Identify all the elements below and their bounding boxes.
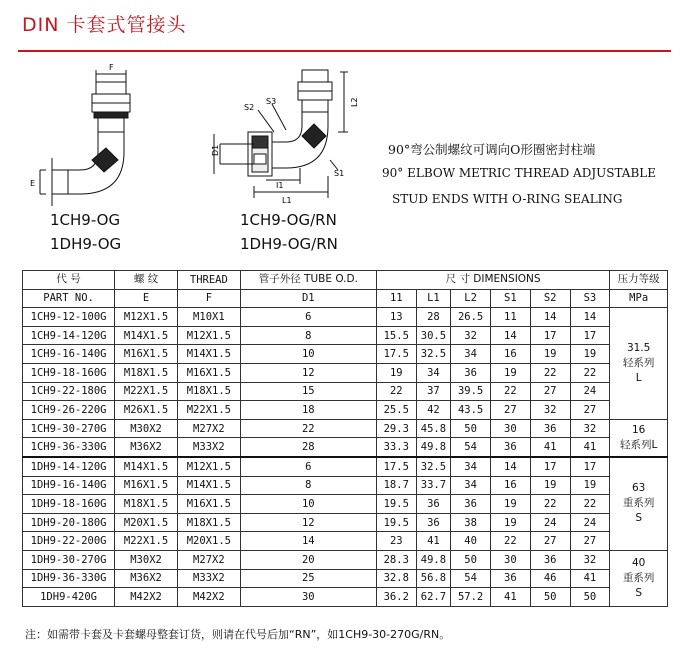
table-cell-l2: 43.5: [451, 401, 491, 420]
table-cell-f: M27X2: [177, 550, 240, 569]
table-cell-part: 1CH9-14-120G: [23, 326, 115, 345]
table-cell-l1: 36: [416, 513, 451, 532]
table-cell-e: M22X1.5: [115, 382, 178, 401]
pressure-class-line: 轻系列L: [619, 438, 658, 451]
dim-label-d1: D1: [211, 144, 220, 156]
table-cell-s2: 24: [530, 513, 570, 532]
table-cell-l1s: 29.3: [376, 419, 416, 438]
table-cell-f: M33X2: [177, 438, 240, 457]
table-cell-s2: 17: [530, 326, 570, 345]
table-row: [23, 588, 668, 607]
table-cell-l1s: 15.5: [376, 326, 416, 345]
table-cell-l1s: 19.5: [376, 495, 416, 514]
col-header-thread-en: THREAD: [177, 271, 240, 290]
table-cell-e: M12X1.5: [115, 308, 178, 327]
footnote: 注：如需带卡套及卡套螺母整套订货，则请在代号后加“RN”，如1CH9-30-270G/RN。: [25, 628, 451, 641]
table-cell-s1: 36: [490, 438, 530, 457]
table-cell-s2: 27: [530, 532, 570, 551]
table-cell-l1: 49.8: [416, 550, 451, 569]
table-cell-l1s: 32.8: [376, 569, 416, 588]
table-cell-f: M14X1.5: [177, 345, 240, 364]
table-cell-s1: 11: [490, 308, 530, 327]
col-header-thread-cn: 螺 纹: [115, 271, 178, 290]
table-cell-s1: 16: [490, 476, 530, 495]
table-cell-s3: 19: [570, 345, 610, 364]
table-cell-d1: 18: [240, 401, 376, 420]
table-cell-l1s: 17.5: [376, 457, 416, 476]
table-cell-l1s: 36.2: [376, 588, 416, 607]
col-header-code: 代 号: [23, 271, 115, 290]
table-cell-part: 1DH9-22-200G: [23, 532, 115, 551]
table-cell-s1: 22: [490, 382, 530, 401]
table-cell-l1s: 28.3: [376, 550, 416, 569]
table-cell-d1: 20: [240, 550, 376, 569]
table-cell-s3: 50: [570, 588, 610, 607]
table-cell-l1: 34: [416, 363, 451, 382]
col-header-s2: S2: [530, 289, 570, 308]
col-header-e: E: [115, 289, 178, 308]
table-cell-s2: 36: [530, 419, 570, 438]
table-cell-e: M42X2: [115, 588, 178, 607]
table-cell-l1s: 25.5: [376, 401, 416, 420]
dim-label-s1: S1: [334, 169, 345, 178]
table-cell-l2: 34: [451, 457, 491, 476]
table-cell-l1: 45.8: [416, 419, 451, 438]
table-cell-s3: 32: [570, 419, 610, 438]
table-cell-l2: 40: [451, 532, 491, 551]
table-cell-s2: 22: [530, 363, 570, 382]
pressure-class-line: S: [635, 512, 642, 525]
table-cell-s3: 17: [570, 326, 610, 345]
table-cell-d1: 8: [240, 476, 376, 495]
table-cell-l1: 49.8: [416, 438, 451, 457]
table-cell-l2: 50: [451, 550, 491, 569]
table-cell-s2: 41: [530, 438, 570, 457]
table-cell-f: M14X1.5: [177, 476, 240, 495]
table-row: [23, 308, 668, 327]
table-cell-l1: 37: [416, 382, 451, 401]
table-row: [23, 513, 668, 532]
table-cell-s1: 30: [490, 419, 530, 438]
table-row: [23, 532, 668, 551]
table-cell-l1: 32.5: [416, 345, 451, 364]
table-cell-s2: 27: [530, 382, 570, 401]
table-cell-s1: 19: [490, 495, 530, 514]
table-cell-l1: 62.7: [416, 588, 451, 607]
table-cell-s1: 19: [490, 363, 530, 382]
table-cell-l1s: 18.7: [376, 476, 416, 495]
table-cell-s2: 50: [530, 588, 570, 607]
model-name: 1DH9-OG/RN: [240, 235, 338, 253]
table-cell-s3: 27: [570, 532, 610, 551]
elbow-fitting-drawing-left: [22, 60, 172, 210]
table-cell-l2: 50: [451, 419, 491, 438]
table-cell-s3: 22: [570, 495, 610, 514]
col-header-mpa: MPa: [610, 289, 668, 308]
table-cell-f: M18X1.5: [177, 513, 240, 532]
table-cell-l2: 36: [451, 363, 491, 382]
table-cell-s2: 19: [530, 345, 570, 364]
table-cell-part: 1DH9-420G: [23, 588, 115, 607]
spec-table: [22, 270, 668, 607]
table-cell-l2: 26.5: [451, 308, 491, 327]
table-cell-l2: 54: [451, 438, 491, 457]
table-cell-l2: 54: [451, 569, 491, 588]
table-cell-f: M20X1.5: [177, 532, 240, 551]
dim-label-f: F: [109, 63, 114, 72]
table-row: [23, 382, 668, 401]
table-cell-part: 1DH9-36-330G: [23, 569, 115, 588]
table-cell-s3: 24: [570, 513, 610, 532]
table-cell-d1: 28: [240, 438, 376, 457]
table-cell-s3: 27: [570, 401, 610, 420]
table-cell-l2: 38: [451, 513, 491, 532]
table-row: [23, 495, 668, 514]
table-cell-l2: 39.5: [451, 382, 491, 401]
table-cell-l1: 36: [416, 495, 451, 514]
dim-label-l1: L1: [282, 196, 292, 205]
table-cell-l1s: 22: [376, 382, 416, 401]
table-row: [23, 419, 668, 438]
dim-label-e: E: [30, 179, 36, 188]
model-names-right: [240, 208, 338, 256]
table-cell-s3: 24: [570, 382, 610, 401]
table-cell-f: M10X1: [177, 308, 240, 327]
table-row: [23, 345, 668, 364]
table-cell-f: M12X1.5: [177, 326, 240, 345]
table-cell-s3: 22: [570, 363, 610, 382]
col-header-pressure: 压力等级: [610, 271, 668, 290]
table-cell-d1: 6: [240, 308, 376, 327]
table-cell-d1: 8: [240, 326, 376, 345]
table-cell-e: M36X2: [115, 438, 178, 457]
table-cell-l1: 42: [416, 401, 451, 420]
table-cell-s1: 36: [490, 569, 530, 588]
table-cell-l2: 57.2: [451, 588, 491, 607]
col-header-s3: S3: [570, 289, 610, 308]
table-cell-l1s: 13: [376, 308, 416, 327]
elbow-fitting-drawing-right: [210, 60, 370, 210]
table-cell-e: M30X2: [115, 419, 178, 438]
table-cell-l1s: 17.5: [376, 345, 416, 364]
dim-label-s3: S3: [266, 97, 277, 106]
model-names-left: [50, 208, 121, 256]
table-cell-s2: 22: [530, 495, 570, 514]
table-cell-e: M30X2: [115, 550, 178, 569]
table-cell-l1: 32.5: [416, 457, 451, 476]
table-cell-e: M16X1.5: [115, 345, 178, 364]
table-cell-l1: 30.5: [416, 326, 451, 345]
table-cell-f: M16X1.5: [177, 495, 240, 514]
table-cell-f: M16X1.5: [177, 363, 240, 382]
table-cell-part: 1DH9-16-140G: [23, 476, 115, 495]
table-cell-s2: 17: [530, 457, 570, 476]
table-cell-s3: 19: [570, 476, 610, 495]
table-cell-s2: 46: [530, 569, 570, 588]
table-cell-s1: 19: [490, 513, 530, 532]
table-row: [23, 550, 668, 569]
table-cell-e: M36X2: [115, 569, 178, 588]
table-cell-e: M26X1.5: [115, 401, 178, 420]
col-header-d1: D1: [240, 289, 376, 308]
col-header-tube: 管子外径 TUBE O.D.: [240, 271, 376, 290]
table-cell-l2: 32: [451, 326, 491, 345]
table-row: [23, 438, 668, 457]
pressure-class-line: 16: [631, 423, 646, 436]
table-cell-part: 1CH9-30-270G: [23, 419, 115, 438]
table-cell-s3: 32: [570, 550, 610, 569]
table-cell-part: 1CH9-22-180G: [23, 382, 115, 401]
model-name: 1CH9-OG: [50, 211, 121, 229]
table-cell-d1: 14: [240, 532, 376, 551]
table-cell-e: M14X1.5: [115, 326, 178, 345]
table-cell-f: M33X2: [177, 569, 240, 588]
table-cell-l2: 34: [451, 476, 491, 495]
table-cell-s3: 41: [570, 438, 610, 457]
table-cell-l1: 41: [416, 532, 451, 551]
table-header-row-2: [23, 289, 668, 308]
table-cell-part: 1CH9-26-220G: [23, 401, 115, 420]
table-cell-l1s: 23: [376, 532, 416, 551]
table-row: [23, 569, 668, 588]
table-cell-s2: 36: [530, 550, 570, 569]
col-header-f: F: [177, 289, 240, 308]
table-cell-l2: 34: [451, 345, 491, 364]
table-cell-f: M22X1.5: [177, 401, 240, 420]
table-cell-s1: 30: [490, 550, 530, 569]
table-cell-d1: 25: [240, 569, 376, 588]
pressure-class-line: 轻系列: [622, 356, 655, 369]
pressure-class-line: 63: [631, 482, 646, 495]
table-header-row-1: [23, 271, 668, 290]
table-cell-f: M27X2: [177, 419, 240, 438]
table-cell-f: M42X2: [177, 588, 240, 607]
page-title: DIN 卡套式管接头: [22, 14, 187, 36]
table-cell-l1s: 19: [376, 363, 416, 382]
table-cell-d1: 30: [240, 588, 376, 607]
table-cell-part: 1DH9-30-270G: [23, 550, 115, 569]
table-row: [23, 401, 668, 420]
col-header-l1-small: 11: [376, 289, 416, 308]
pressure-class-line: 40: [631, 556, 646, 569]
table-cell-s3: 41: [570, 569, 610, 588]
table-body: [23, 308, 668, 607]
table-cell-part: 1CH9-36-330G: [23, 438, 115, 457]
model-name: 1CH9-OG/RN: [240, 211, 337, 229]
table-row: [23, 457, 668, 476]
pressure-class-line: S: [635, 586, 642, 599]
pressure-class-line: L: [635, 371, 642, 384]
table-cell-f: M18X1.5: [177, 382, 240, 401]
pressure-class-line: 重系列: [622, 497, 655, 510]
table-cell-f: M12X1.5: [177, 457, 240, 476]
table-row: [23, 476, 668, 495]
table-cell-l1s: 19.5: [376, 513, 416, 532]
table-row: [23, 363, 668, 382]
table-cell-s1: 41: [490, 588, 530, 607]
table-cell-part: 1DH9-14-120G: [23, 457, 115, 476]
pressure-class-line: 31.5: [626, 341, 651, 354]
table-cell-part: 1DH9-18-160G: [23, 495, 115, 514]
table-cell-e: M22X1.5: [115, 532, 178, 551]
description-cn: 90°弯公制螺纹可调向O形圈密封柱端: [388, 142, 596, 157]
table-cell-s1: 14: [490, 326, 530, 345]
table-cell-e: M18X1.5: [115, 495, 178, 514]
table-cell-s2: 19: [530, 476, 570, 495]
table-cell-part: 1CH9-18-160G: [23, 363, 115, 382]
col-header-part-no: PART NO.: [23, 289, 115, 308]
table-cell-d1: 10: [240, 495, 376, 514]
pressure-class-cell: [610, 419, 668, 457]
table-cell-e: M18X1.5: [115, 363, 178, 382]
table-cell-l2: 36: [451, 495, 491, 514]
table-cell-s2: 14: [530, 308, 570, 327]
table-cell-s3: 14: [570, 308, 610, 327]
dim-label-l2: L2: [350, 97, 359, 107]
table-cell-l1s: 33.3: [376, 438, 416, 457]
col-header-dims: 尺 寸 DIMENSIONS: [376, 271, 609, 290]
table-cell-d1: 12: [240, 513, 376, 532]
table-cell-s1: 22: [490, 532, 530, 551]
table-cell-s1: 27: [490, 401, 530, 420]
table-cell-s1: 14: [490, 457, 530, 476]
table-row: [23, 326, 668, 345]
table-cell-e: M16X1.5: [115, 476, 178, 495]
dim-label-s2: S2: [244, 103, 255, 112]
table-cell-l1: 56.8: [416, 569, 451, 588]
pressure-class-cell: [610, 457, 668, 550]
table-cell-s2: 32: [530, 401, 570, 420]
pressure-class-cell: [610, 308, 668, 420]
col-header-l2: L2: [451, 289, 491, 308]
model-name: 1DH9-OG: [50, 235, 122, 253]
table-cell-l1: 33.7: [416, 476, 451, 495]
table-cell-d1: 10: [240, 345, 376, 364]
table-cell-part: 1DH9-20-180G: [23, 513, 115, 532]
col-header-s1: S1: [490, 289, 530, 308]
table-cell-d1: 12: [240, 363, 376, 382]
dim-label-i1: I1: [276, 181, 284, 190]
table-cell-part: 1CH9-12-100G: [23, 308, 115, 327]
table-cell-d1: 6: [240, 457, 376, 476]
table-cell-d1: 22: [240, 419, 376, 438]
table-cell-e: M20X1.5: [115, 513, 178, 532]
pressure-class-line: 重系列: [622, 571, 655, 584]
description-en-line2: STUD ENDS WITH O-RING SEALING: [392, 192, 623, 206]
table-cell-d1: 15: [240, 382, 376, 401]
table-cell-l1: 28: [416, 308, 451, 327]
table-cell-s3: 17: [570, 457, 610, 476]
pressure-class-cell: [610, 550, 668, 606]
title-divider: [18, 50, 671, 52]
table-cell-s1: 16: [490, 345, 530, 364]
table-cell-e: M14X1.5: [115, 457, 178, 476]
description-en-line1: 90° ELBOW METRIC THREAD ADJUSTABLE: [382, 166, 657, 180]
col-header-l1: L1: [416, 289, 451, 308]
table-cell-part: 1CH9-16-140G: [23, 345, 115, 364]
